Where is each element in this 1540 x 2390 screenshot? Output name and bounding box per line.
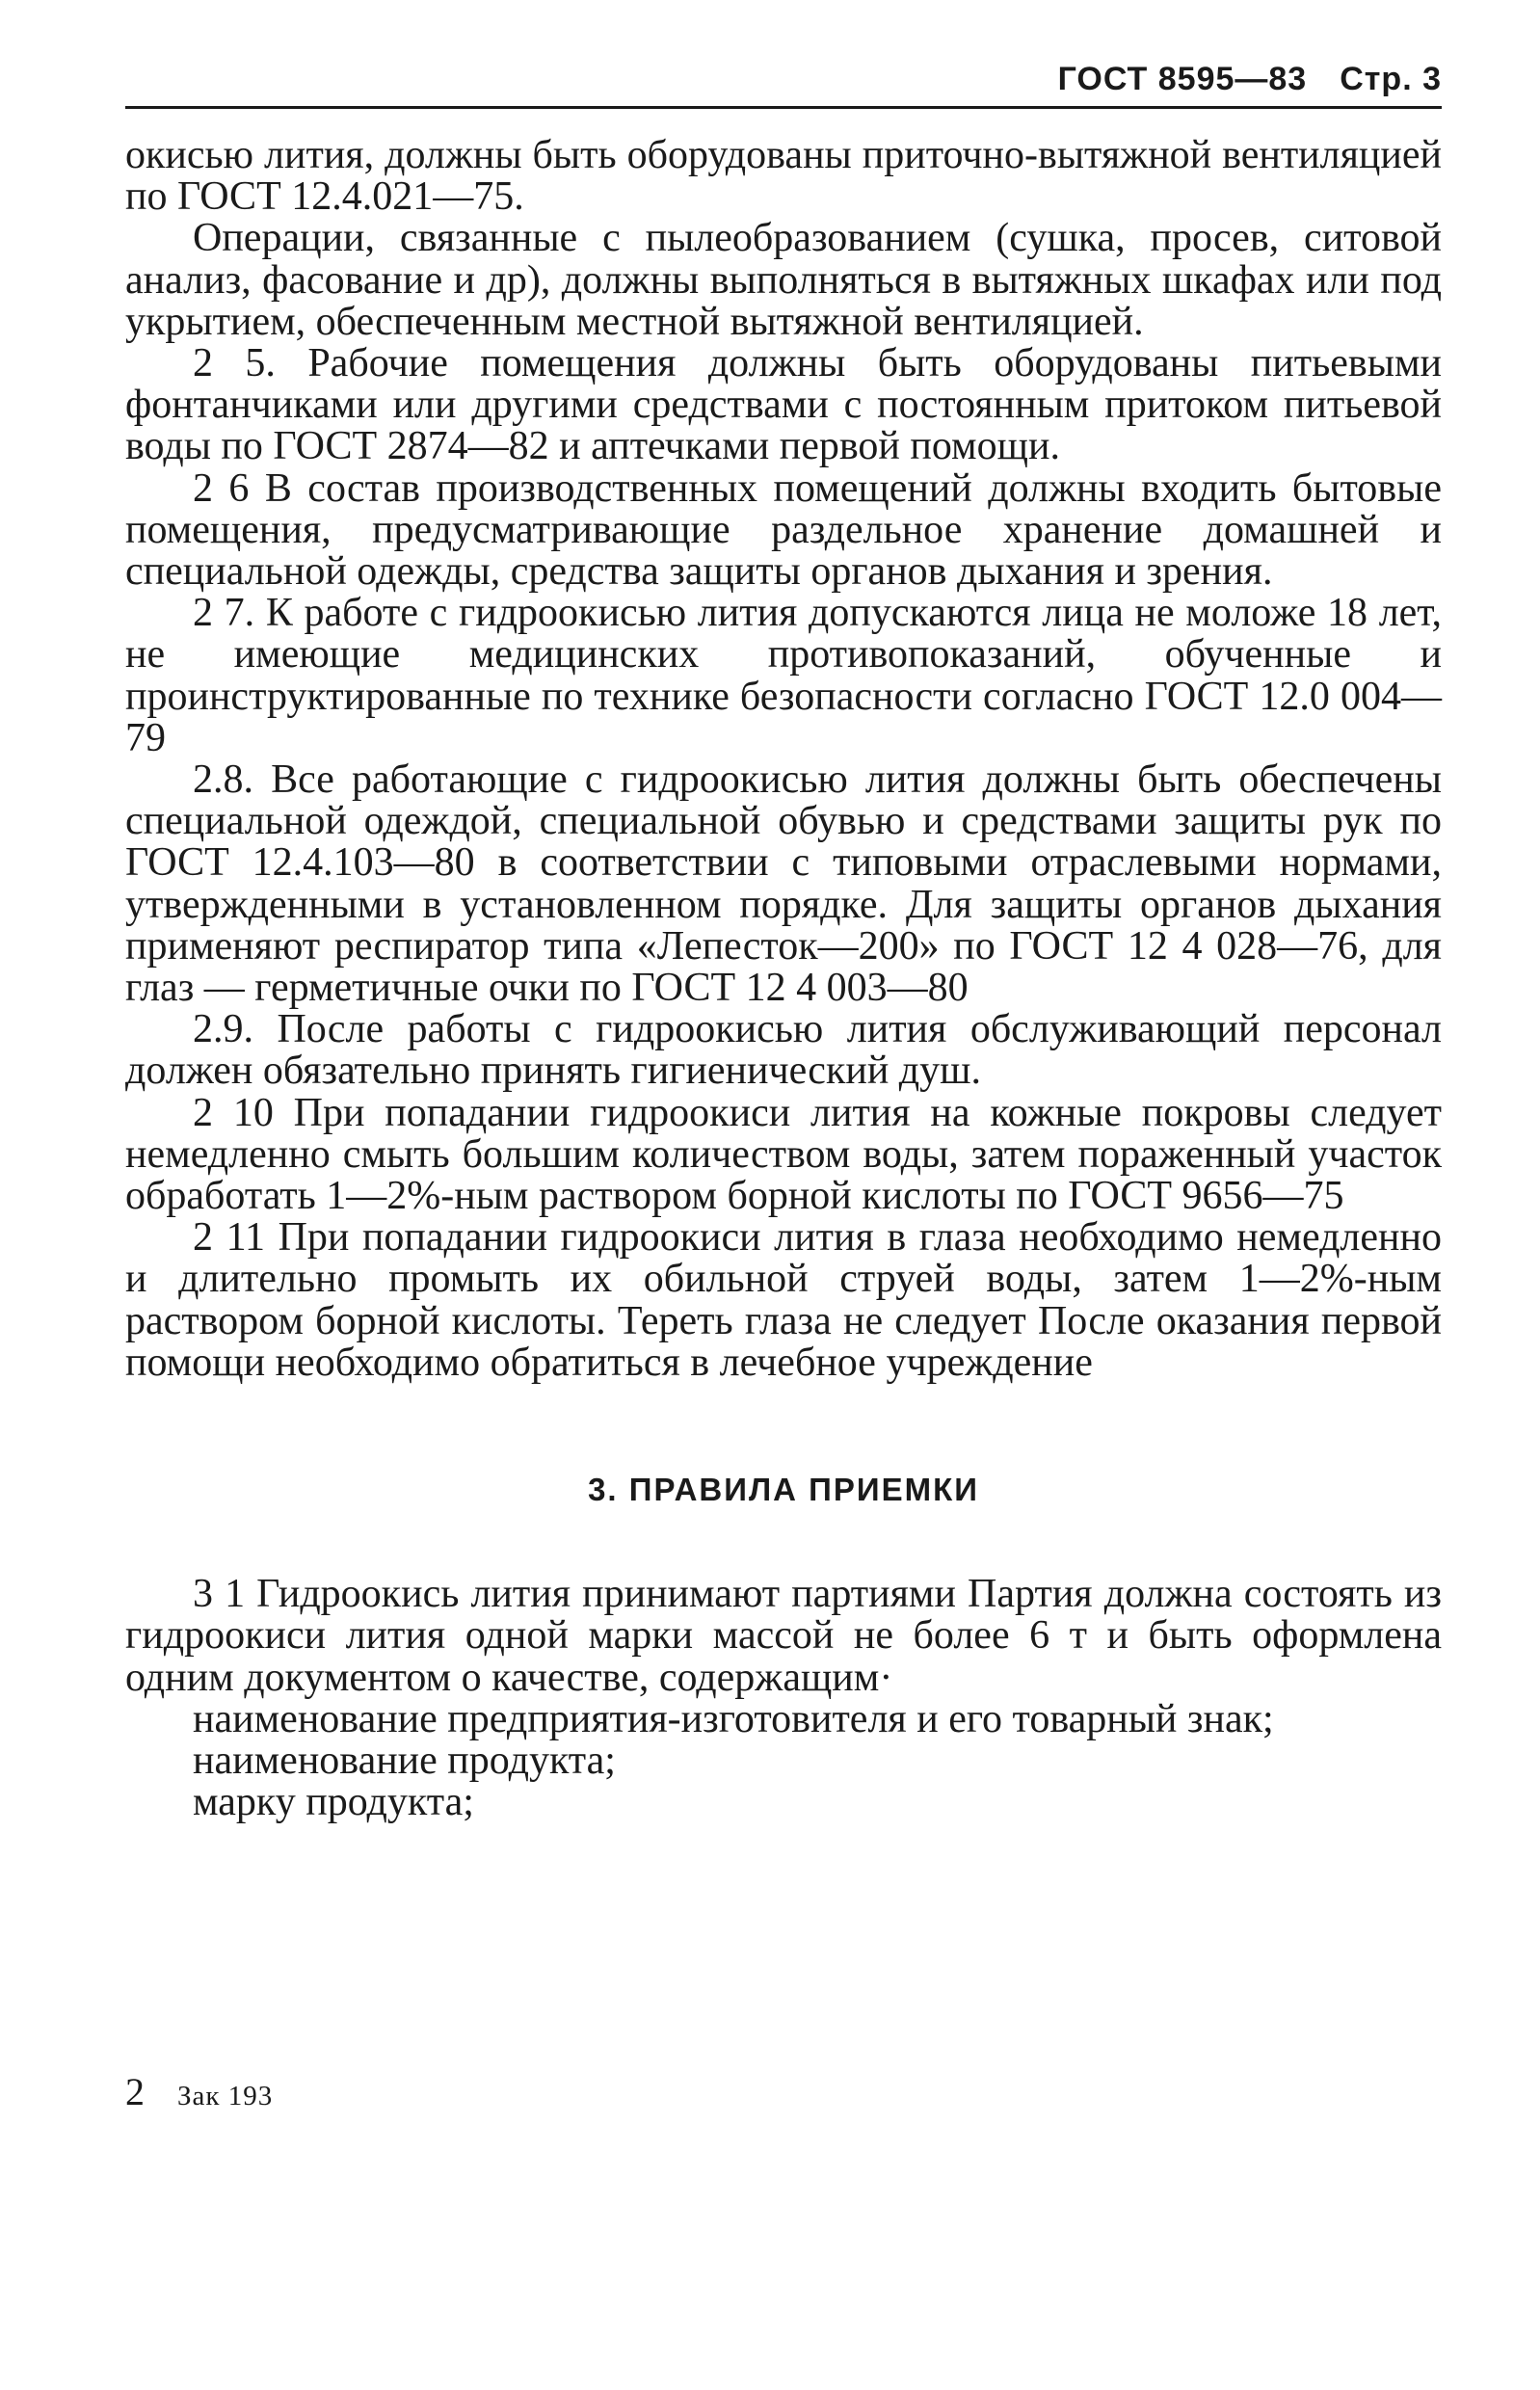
list-item: наименование продукта; — [193, 1738, 616, 1783]
header-label — [1058, 61, 1442, 98]
page-header — [125, 50, 1442, 109]
section-heading: 3. ПРАВИЛА ПРИЕМКИ — [588, 1472, 979, 1508]
paragraph-ventilation-continued: окисью лития, должны быть оборудованы приточно-вытяжной вентиляцией по ГОСТ 12.4.021—75. — [125, 133, 1442, 220]
paragraph-2-9: 2.9. После работы с гидроокисью лития обслуживающий персонал должен обязательно принять гигиенический душ. — [125, 1007, 1442, 1094]
sheet-number: 2 — [125, 2070, 145, 2113]
paragraph-2-7: 2 7. К работе с гидроокисью лития допускаются лица не моложе 18 лет, не имеющие медицинских противопоказаний, обученные и проинструктированные по технике безопасности согласно ГОСТ 12.0 004—79 — [125, 591, 1442, 760]
paragraph-2-11: 2 11 При попадании гидроокиси лития в глаза необходимо немедленно и длительно промыть их обильной струей воды, затем 1—2%-ным раствором борной кислоты. Тереть глаза не следует После оказания первой помощи необходимо обратиться в лечебное учреждение — [125, 1215, 1442, 1385]
document-body — [125, 135, 1442, 1823]
paragraph-3-1: 3 1 Гидроокись лития принимают партиями Партия должна состоять из гидроокиси лития одной марки массой не более 6 т и быть оформлена одним документом о качестве, содержащим· — [125, 1572, 1442, 1700]
order-note: Зак 193 — [177, 2081, 274, 2111]
paragraph-2-5: 2 5. Рабочие помещения должны быть оборудованы питьевыми фонтанчиками или другими средствами с постоянным притоком питьевой воды по ГОСТ 2874—82 и аптечками первой помощи. — [125, 341, 1442, 469]
document-code: ГОСТ 8595—83 — [1057, 61, 1308, 97]
page-number-label: Стр. 3 — [1340, 61, 1442, 97]
list-item: марку продукта; — [193, 1780, 474, 1825]
list-item: наименование предприятия-изготовителя и его товарный знак; — [193, 1696, 1274, 1741]
paragraph-2-10: 2 10 При попадании гидроокиси лития на кожные покровы следует немедленно смыть большим количеством воды, затем пораженный участок обработать 1—2%-ным раствором борной кислоты по ГОСТ 9656—75 — [125, 1090, 1442, 1219]
paragraph-2-8: 2.8. Все работающие с гидроокисью лития должны быть обеспечены специальной одеждой, специальной обувью и средствами защиты рук по ГОСТ 12.4.103—80 в соответствии с типовыми отраслевыми нормами, утвержденными в установленном порядке. Для защиты органов дыхания применяют респиратор типа «Лепесток—200» по ГОСТ 12 4 028—76, для глаз — герметичные очки по ГОСТ 12 4 003—80 — [125, 757, 1442, 1011]
paragraph-dust-operations: Операции, связанные с пылеобразованием (сушка, просев, ситовой анализ, фасование и др), должны выполняться в вытяжных шкафах или под укрытием, обеспеченным местной вытяжной вентиляцией. — [125, 216, 1442, 344]
paragraph-2-6: 2 6 В состав производственных помещений должны входить бытовые помещения, предусматривающие раздельное хранение домашней и специальной одежды, средства защиты органов дыхания и зрения. — [125, 465, 1442, 595]
page-footer — [125, 2069, 273, 2114]
